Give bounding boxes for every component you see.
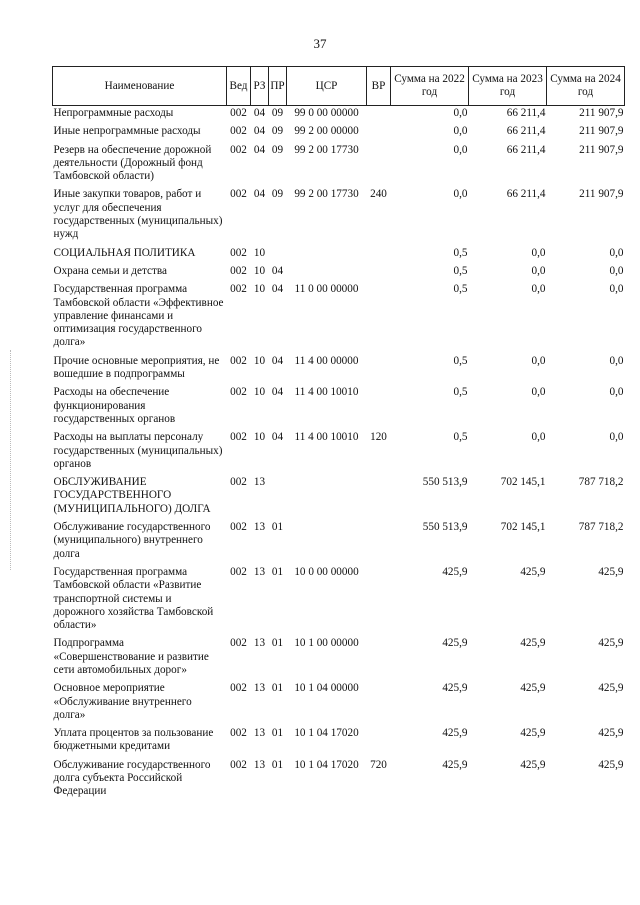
row-sum-2023: 0,0 bbox=[531, 264, 546, 277]
row-name: Иные закупки товаров, работ и услуг для обеспечения государственных (муниципальных) нужд bbox=[53, 188, 223, 241]
row-vr bbox=[367, 354, 391, 386]
table-row bbox=[53, 354, 625, 386]
row-vr: 720 bbox=[370, 758, 387, 771]
row-sum-2022: 0,5 bbox=[453, 283, 468, 296]
row-ved: 002 bbox=[230, 682, 247, 695]
row-rz: 13 bbox=[253, 476, 266, 489]
row-vr bbox=[367, 636, 391, 681]
row-sum-2024: 425,9 bbox=[598, 565, 624, 578]
row-name: Иные непрограммные расходы bbox=[53, 125, 201, 138]
row-sum-2024: 787 718,2 bbox=[578, 476, 624, 489]
row-csr: 99 2 00 00000 bbox=[294, 125, 359, 138]
row-rz: 10 bbox=[253, 246, 266, 259]
row-sum-2023: 702 145,1 bbox=[500, 476, 546, 489]
row-name: ОБСЛУЖИВАНИЕ ГОСУДАРСТВЕННОГО (МУНИЦИПАЛЬНОГО) ДОЛГА bbox=[53, 476, 211, 515]
row-name: Обслуживание государственного долга субъекта Российской Федерации bbox=[53, 758, 211, 798]
row-pr: 01 bbox=[271, 637, 284, 650]
row-csr: 10 1 04 00000 bbox=[294, 682, 359, 695]
row-sum-2023: 425,9 bbox=[520, 682, 546, 695]
table-row bbox=[53, 282, 625, 353]
col-header-name: Наименование bbox=[53, 67, 227, 106]
row-csr: 10 1 04 17020 bbox=[294, 727, 359, 740]
row-name: Обслуживание государственного (муниципального) внутреннего долга bbox=[53, 521, 211, 560]
row-rz: 10 bbox=[253, 264, 266, 277]
row-pr: 04 bbox=[271, 386, 284, 399]
row-sum-2022: 0,5 bbox=[453, 431, 468, 444]
row-sum-2024: 0,0 bbox=[609, 283, 624, 296]
row-sum-2024: 0,0 bbox=[609, 246, 624, 259]
row-ved: 002 bbox=[230, 565, 247, 578]
page-number: 37 bbox=[313, 36, 327, 51]
table-row bbox=[53, 430, 625, 475]
row-pr: 09 bbox=[271, 143, 284, 156]
row-rz: 04 bbox=[253, 107, 266, 119]
row-rz: 10 bbox=[253, 386, 266, 399]
row-sum-2023: 66 211,4 bbox=[506, 188, 546, 201]
row-csr: 11 4 00 10010 bbox=[294, 431, 359, 444]
row-csr bbox=[287, 246, 367, 264]
row-name: Уплата процентов за пользование бюджетными кредитами bbox=[53, 727, 214, 753]
table-row bbox=[53, 264, 625, 282]
row-ved: 002 bbox=[230, 521, 247, 534]
row-sum-2024: 787 718,2 bbox=[578, 521, 624, 534]
col-header-rz: РЗ bbox=[251, 67, 269, 106]
col-header-vr: ВР bbox=[367, 67, 391, 106]
row-rz: 10 bbox=[253, 354, 266, 367]
row-csr: 99 2 00 17730 bbox=[294, 188, 359, 201]
row-sum-2024: 425,9 bbox=[598, 727, 624, 740]
row-csr: 11 4 00 10010 bbox=[294, 386, 359, 399]
row-ved: 002 bbox=[230, 283, 247, 296]
table-row bbox=[53, 565, 625, 636]
row-sum-2022: 0,0 bbox=[453, 188, 468, 201]
row-ved: 002 bbox=[230, 264, 247, 277]
row-rz: 04 bbox=[253, 188, 266, 201]
row-vr bbox=[367, 246, 391, 264]
row-sum-2024: 0,0 bbox=[609, 386, 624, 399]
row-sum-2023: 0,0 bbox=[531, 354, 546, 367]
table-body bbox=[53, 106, 625, 803]
row-rz: 13 bbox=[253, 758, 266, 771]
row-sum-2023: 0,0 bbox=[531, 431, 546, 444]
row-csr: 11 4 00 00000 bbox=[294, 354, 359, 367]
row-sum-2022: 0,5 bbox=[453, 246, 468, 259]
row-vr bbox=[367, 385, 391, 430]
row-ved: 002 bbox=[230, 143, 247, 156]
row-ved: 002 bbox=[230, 386, 247, 399]
table-row bbox=[53, 681, 625, 726]
row-sum-2023: 66 211,4 bbox=[506, 125, 546, 138]
row-pr: 09 bbox=[271, 188, 284, 201]
row-sum-2023: 425,9 bbox=[520, 637, 546, 650]
row-ved: 002 bbox=[230, 431, 247, 444]
row-ved: 002 bbox=[230, 476, 247, 489]
row-sum-2022: 425,9 bbox=[442, 637, 468, 650]
row-sum-2023: 425,9 bbox=[520, 758, 546, 771]
table-row bbox=[53, 106, 625, 125]
col-header-2022: Сумма на 2022 год bbox=[391, 67, 469, 106]
row-pr: 04 bbox=[271, 354, 284, 367]
row-name: Государственная программа Тамбовской области «Развитие транспортной системы и дорожного хозяйства Тамбовской области» bbox=[53, 565, 214, 632]
table-row bbox=[53, 758, 625, 803]
row-name: Расходы на выплаты персоналу государственных (муниципальных) органов bbox=[53, 431, 223, 470]
table-row bbox=[53, 726, 625, 758]
row-pr: 01 bbox=[271, 758, 284, 771]
row-sum-2024: 211 907,9 bbox=[579, 125, 624, 138]
row-sum-2023: 425,9 bbox=[520, 727, 546, 740]
row-sum-2024: 211 907,9 bbox=[579, 107, 624, 119]
row-sum-2023: 0,0 bbox=[531, 246, 546, 259]
row-pr: 01 bbox=[271, 565, 284, 578]
row-sum-2024: 0,0 bbox=[609, 264, 624, 277]
row-sum-2022: 0,5 bbox=[453, 386, 468, 399]
row-name: Основное мероприятие «Обслуживание внутреннего долга» bbox=[53, 682, 192, 721]
row-rz: 04 bbox=[253, 143, 266, 156]
row-csr bbox=[287, 264, 367, 282]
row-csr: 10 0 00 00000 bbox=[294, 565, 359, 578]
row-sum-2024: 0,0 bbox=[609, 354, 624, 367]
row-sum-2022: 425,9 bbox=[442, 682, 468, 695]
table-row bbox=[53, 246, 625, 264]
row-sum-2022: 550 513,9 bbox=[422, 521, 468, 534]
row-pr: 04 bbox=[271, 283, 284, 296]
row-vr bbox=[367, 124, 391, 142]
row-sum-2023: 425,9 bbox=[520, 565, 546, 578]
row-csr bbox=[287, 475, 367, 520]
row-ved: 002 bbox=[230, 637, 247, 650]
margin-scan-marks bbox=[10, 350, 13, 570]
row-sum-2022: 425,9 bbox=[442, 727, 468, 740]
row-name: СОЦИАЛЬНАЯ ПОЛИТИКА bbox=[53, 246, 196, 259]
row-csr: 99 0 00 00000 bbox=[294, 107, 359, 119]
row-pr: 01 bbox=[271, 682, 284, 695]
row-sum-2022: 0,0 bbox=[453, 125, 468, 138]
row-vr: 240 bbox=[370, 188, 387, 201]
row-pr: 04 bbox=[271, 431, 284, 444]
row-rz: 13 bbox=[253, 727, 266, 740]
row-csr: 11 0 00 00000 bbox=[294, 283, 359, 296]
table-row bbox=[53, 385, 625, 430]
row-name: Прочие основные мероприятия, не вошедшие в подпрограммы bbox=[53, 354, 220, 381]
row-sum-2022: 425,9 bbox=[442, 565, 468, 578]
row-rz: 13 bbox=[253, 682, 266, 695]
row-pr: 09 bbox=[271, 107, 284, 119]
row-name: Непрограммные расходы bbox=[53, 107, 174, 119]
row-sum-2024: 211 907,9 bbox=[579, 143, 624, 156]
row-csr: 99 2 00 17730 bbox=[294, 143, 359, 156]
row-sum-2024: 211 907,9 bbox=[579, 188, 624, 201]
row-ved: 002 bbox=[230, 758, 247, 771]
row-sum-2023: 702 145,1 bbox=[500, 521, 546, 534]
row-sum-2022: 0,0 bbox=[453, 143, 468, 156]
col-header-2024: Сумма на 2024 год bbox=[547, 67, 625, 106]
row-vr bbox=[367, 106, 391, 125]
row-ved: 002 bbox=[230, 125, 247, 138]
row-ved: 002 bbox=[230, 246, 247, 259]
table-row bbox=[53, 187, 625, 245]
row-ved: 002 bbox=[230, 107, 247, 119]
row-pr bbox=[269, 246, 287, 264]
row-sum-2022: 0,5 bbox=[453, 354, 468, 367]
row-csr: 10 1 00 00000 bbox=[294, 637, 359, 650]
row-ved: 002 bbox=[230, 727, 247, 740]
row-sum-2022: 0,5 bbox=[453, 264, 468, 277]
table-row bbox=[53, 520, 625, 565]
row-pr bbox=[269, 475, 287, 520]
table-row bbox=[53, 143, 625, 188]
row-sum-2022: 0,0 bbox=[453, 107, 468, 119]
row-vr bbox=[367, 264, 391, 282]
table-row bbox=[53, 475, 625, 520]
row-vr bbox=[367, 282, 391, 353]
row-name: Охрана семьи и детства bbox=[53, 264, 167, 277]
row-vr bbox=[367, 565, 391, 636]
table-row bbox=[53, 124, 625, 142]
row-sum-2024: 425,9 bbox=[598, 682, 624, 695]
row-rz: 10 bbox=[253, 283, 266, 296]
row-vr bbox=[367, 726, 391, 758]
row-sum-2024: 425,9 bbox=[598, 637, 624, 650]
row-vr bbox=[367, 475, 391, 520]
col-header-2023: Сумма на 2023 год bbox=[469, 67, 547, 106]
row-sum-2024: 425,9 bbox=[598, 758, 624, 771]
budget-table bbox=[52, 66, 625, 803]
row-sum-2024: 0,0 bbox=[609, 431, 624, 444]
row-pr: 04 bbox=[271, 264, 284, 277]
row-name: Резерв на обеспечение дорожной деятельности (Дорожный фонд Тамбовской области) bbox=[53, 143, 212, 183]
row-ved: 002 bbox=[230, 354, 247, 367]
table-header-row bbox=[53, 67, 625, 106]
row-rz: 04 bbox=[253, 125, 266, 138]
row-csr: 10 1 04 17020 bbox=[294, 758, 359, 771]
row-rz: 10 bbox=[253, 431, 266, 444]
row-name: Подпрограмма «Совершенствование и развитие сети автомобильных дорог» bbox=[53, 637, 209, 676]
row-sum-2022: 550 513,9 bbox=[422, 476, 468, 489]
row-sum-2023: 0,0 bbox=[531, 283, 546, 296]
row-vr: 120 bbox=[370, 431, 387, 444]
row-sum-2023: 66 211,4 bbox=[506, 143, 546, 156]
row-name: Расходы на обеспечение функционирования государственных органов bbox=[53, 386, 176, 425]
col-header-ved: Вед bbox=[227, 67, 251, 106]
row-pr: 09 bbox=[271, 125, 284, 138]
row-vr bbox=[367, 681, 391, 726]
row-rz: 13 bbox=[253, 637, 266, 650]
row-sum-2023: 66 211,4 bbox=[506, 107, 546, 119]
table-row bbox=[53, 636, 625, 681]
row-sum-2022: 425,9 bbox=[442, 758, 468, 771]
row-rz: 13 bbox=[253, 521, 266, 534]
col-header-csr: ЦСР bbox=[287, 67, 367, 106]
row-pr: 01 bbox=[271, 521, 284, 534]
row-vr bbox=[367, 143, 391, 188]
col-header-pr: ПР bbox=[269, 67, 287, 106]
row-csr bbox=[287, 520, 367, 565]
row-pr: 01 bbox=[271, 727, 284, 740]
row-ved: 002 bbox=[230, 188, 247, 201]
row-sum-2023: 0,0 bbox=[531, 386, 546, 399]
row-vr bbox=[367, 520, 391, 565]
row-rz: 13 bbox=[253, 565, 266, 578]
row-name: Государственная программа Тамбовской области «Эффективное управление финансами и оптимизация государственного долга» bbox=[53, 283, 224, 349]
